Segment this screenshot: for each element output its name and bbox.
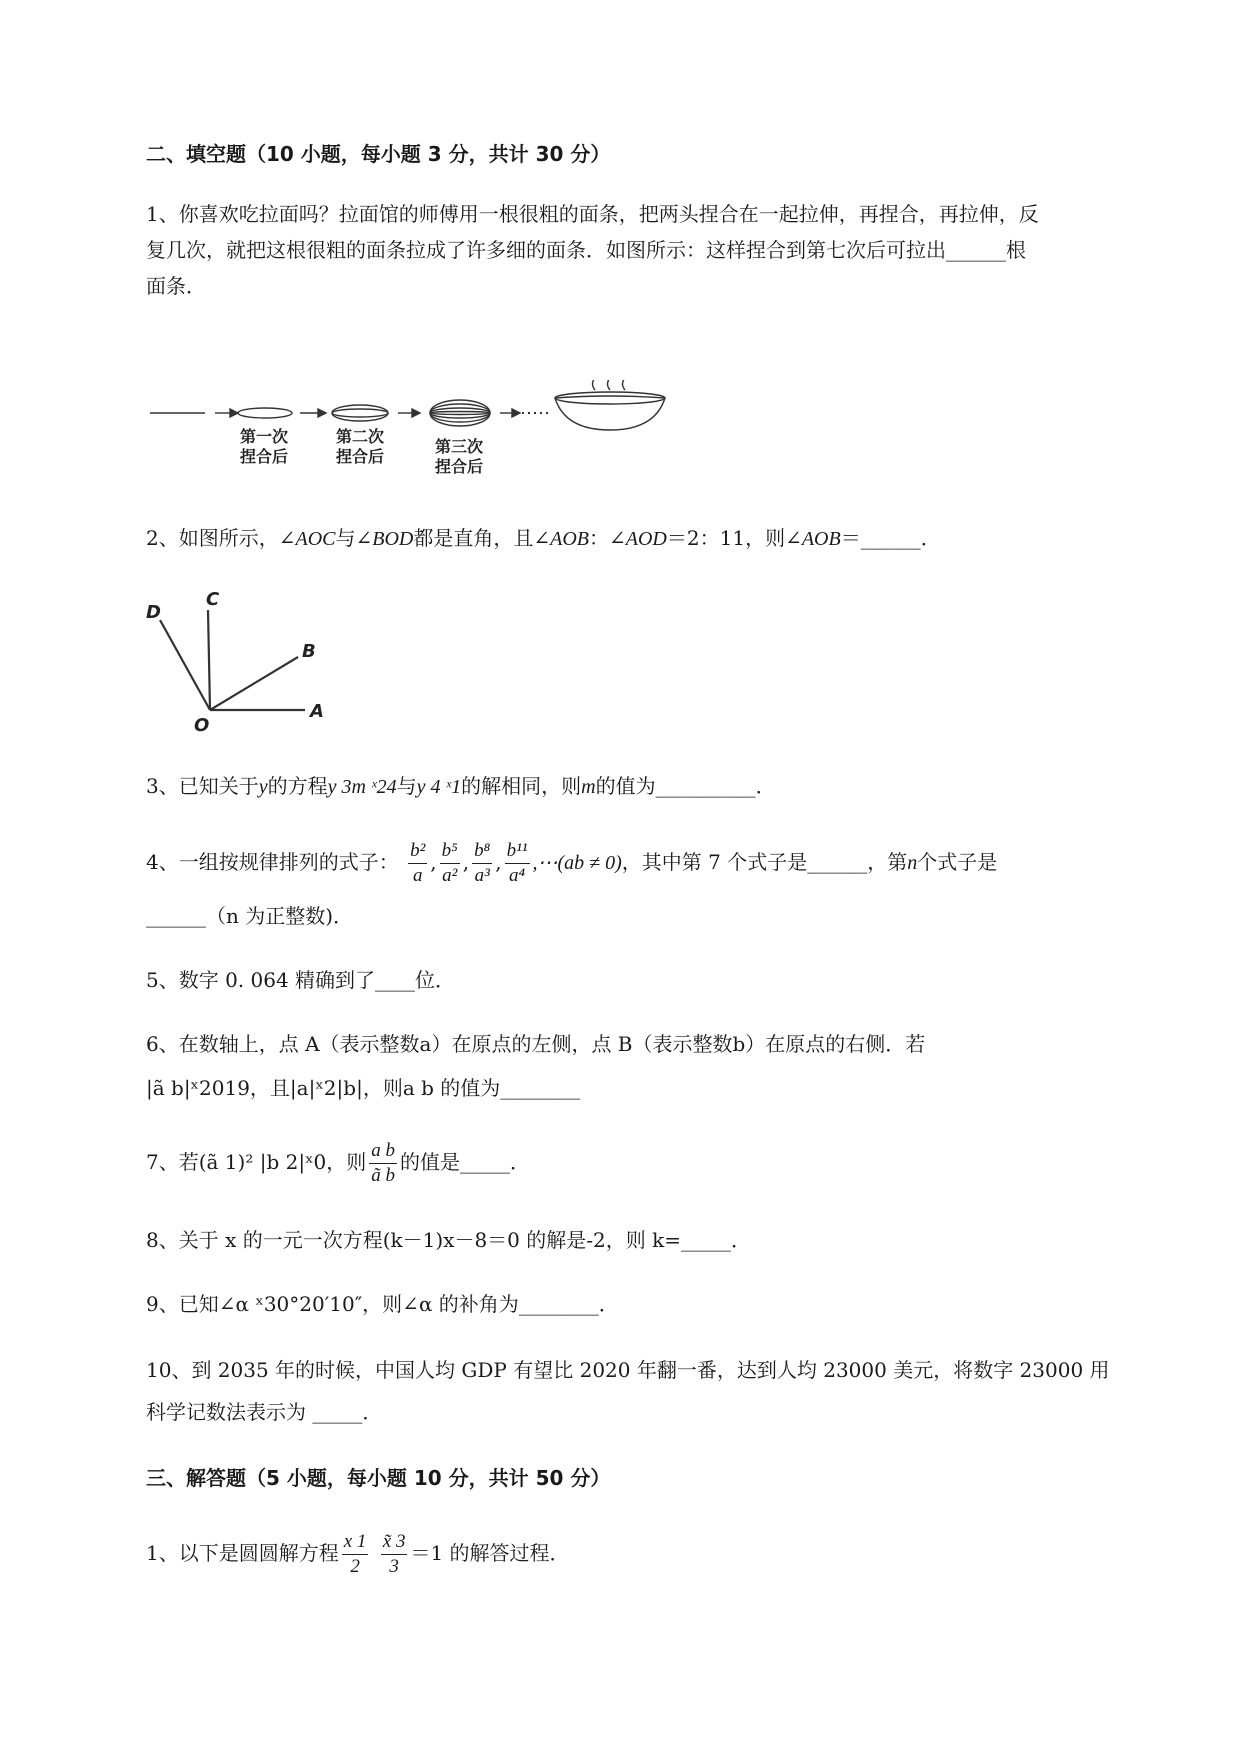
s3-q1-frac-2: $\frac{x̃ 3}{3}$ (382, 1531, 406, 1577)
q9-text: 9、已知∠α ˣ30°20′10″，则∠α 的补角为________． (146, 1292, 619, 1316)
label-C: C (206, 589, 220, 610)
noodle-label-3b: 捏合后 (435, 457, 484, 476)
s3-q1-text: 1、以下是圆圆解方程 $\frac{x 1}{2}$ $\frac{x̃ 3}{3}$ ＝1 的解答过程． (146, 1531, 570, 1577)
noodle-figure (150, 380, 710, 494)
q4-line2: ______（n 为正整数)． (146, 904, 354, 928)
q4-frac-4: $\frac{\text{b¹¹}}{\text{a⁴}}$ (506, 840, 528, 886)
s3-q1-frac-1: $\frac{x 1}{2}$ (343, 1531, 367, 1577)
q10-line2: 科学记数法表示为 _____． (146, 1400, 383, 1424)
label-A: A (310, 701, 324, 722)
q10-line1: 10、到 2035 年的时候，中国人均 GDP 有望比 2020 年翻一番，达到人均 23000 美元，将数字 23000 用 (146, 1358, 1110, 1382)
section-heading-fill-in: 二、填空题（10 小题，每小题 3 分，共计 30 分） (146, 142, 611, 166)
noodle-label-2b: 捏合后 (336, 447, 385, 466)
q4-line1: 4、一组按规律排列的式子： $\frac{\text{b²}}{a}$ , $\frac{\text{b⁵}}{\text{a²}}$ , $\frac{\text{b⁸}}{\text{a³}}$ , $\frac{\text{b¹¹}}{\text{a⁴}}$ ,⋯(ab ≠ 0)，其中第 7 个式子是______，第n个式子是 (146, 840, 998, 886)
noodle-label-1b: 捏合后 (240, 447, 289, 466)
q6-line1: 6、在数轴上，点 A（表示整数a）在原点的左侧，点 B（表示整数b）在原点的右侧．若 (146, 1032, 926, 1056)
angle-figure (140, 585, 340, 739)
label-D: D (146, 602, 161, 623)
noodle-label-2a: 第二次 (336, 427, 385, 446)
label-B: B (302, 641, 316, 662)
q6-line2: |ã b|ˣ2019，且|a|ˣ2|b|，则a b 的值为________ (146, 1076, 581, 1100)
q4-frac-1: $\frac{\text{b²}}{a}$ (410, 840, 426, 886)
q1-line3: 面条． (146, 274, 206, 298)
q4-frac-2: $\frac{\text{b⁵}}{\text{a²}}$ (441, 840, 458, 886)
q3-text: 3、已知关于y的方程y 3m ˣ24与y 4 ˣ1的解相同，则m的值为__________． (146, 774, 776, 798)
noodle-label-1a: 第一次 (240, 427, 289, 446)
label-O: O (194, 715, 210, 735)
q7-text: 7、若(ã 1)² |b 2|ˣ0，则 $\frac{\text{a b}}{\text{ã b}}$ 的值是_____． (146, 1140, 531, 1186)
q4-frac-3: $\frac{\text{b⁸}}{\text{a³}}$ (474, 840, 491, 886)
section-heading-answer: 三、解答题（5 小题，每小题 10 分，共计 50 分） (146, 1466, 611, 1490)
noodle-label-3a: 第三次 (435, 437, 484, 456)
q1-line2: 复几次，就把这根很粗的面条拉成了许多细的面条．如图所示：这样捏合到第七次后可拉出______根 (146, 238, 1026, 262)
q8-text: 8、关于 x 的一元一次方程(k－1)x－8＝0 的解是-2，则 k=_____． (146, 1228, 751, 1252)
q1-line1: 1、你喜欢吃拉面吗？拉面馆的师傅用一根很粗的面条，把两头捏合在一起拉伸，再捏合，再拉伸，反 (146, 202, 1039, 226)
q7-frac: $\frac{\text{a b}}{\text{ã b}}$ (371, 1140, 396, 1186)
q2-text: 2、如图所示，∠AOC与∠BOD都是直角，且∠AOB：∠AOD＝2：11，则∠AOB＝______． (146, 526, 941, 550)
q5-text: 5、数字 0. 064 精确到了____位． (146, 968, 456, 992)
